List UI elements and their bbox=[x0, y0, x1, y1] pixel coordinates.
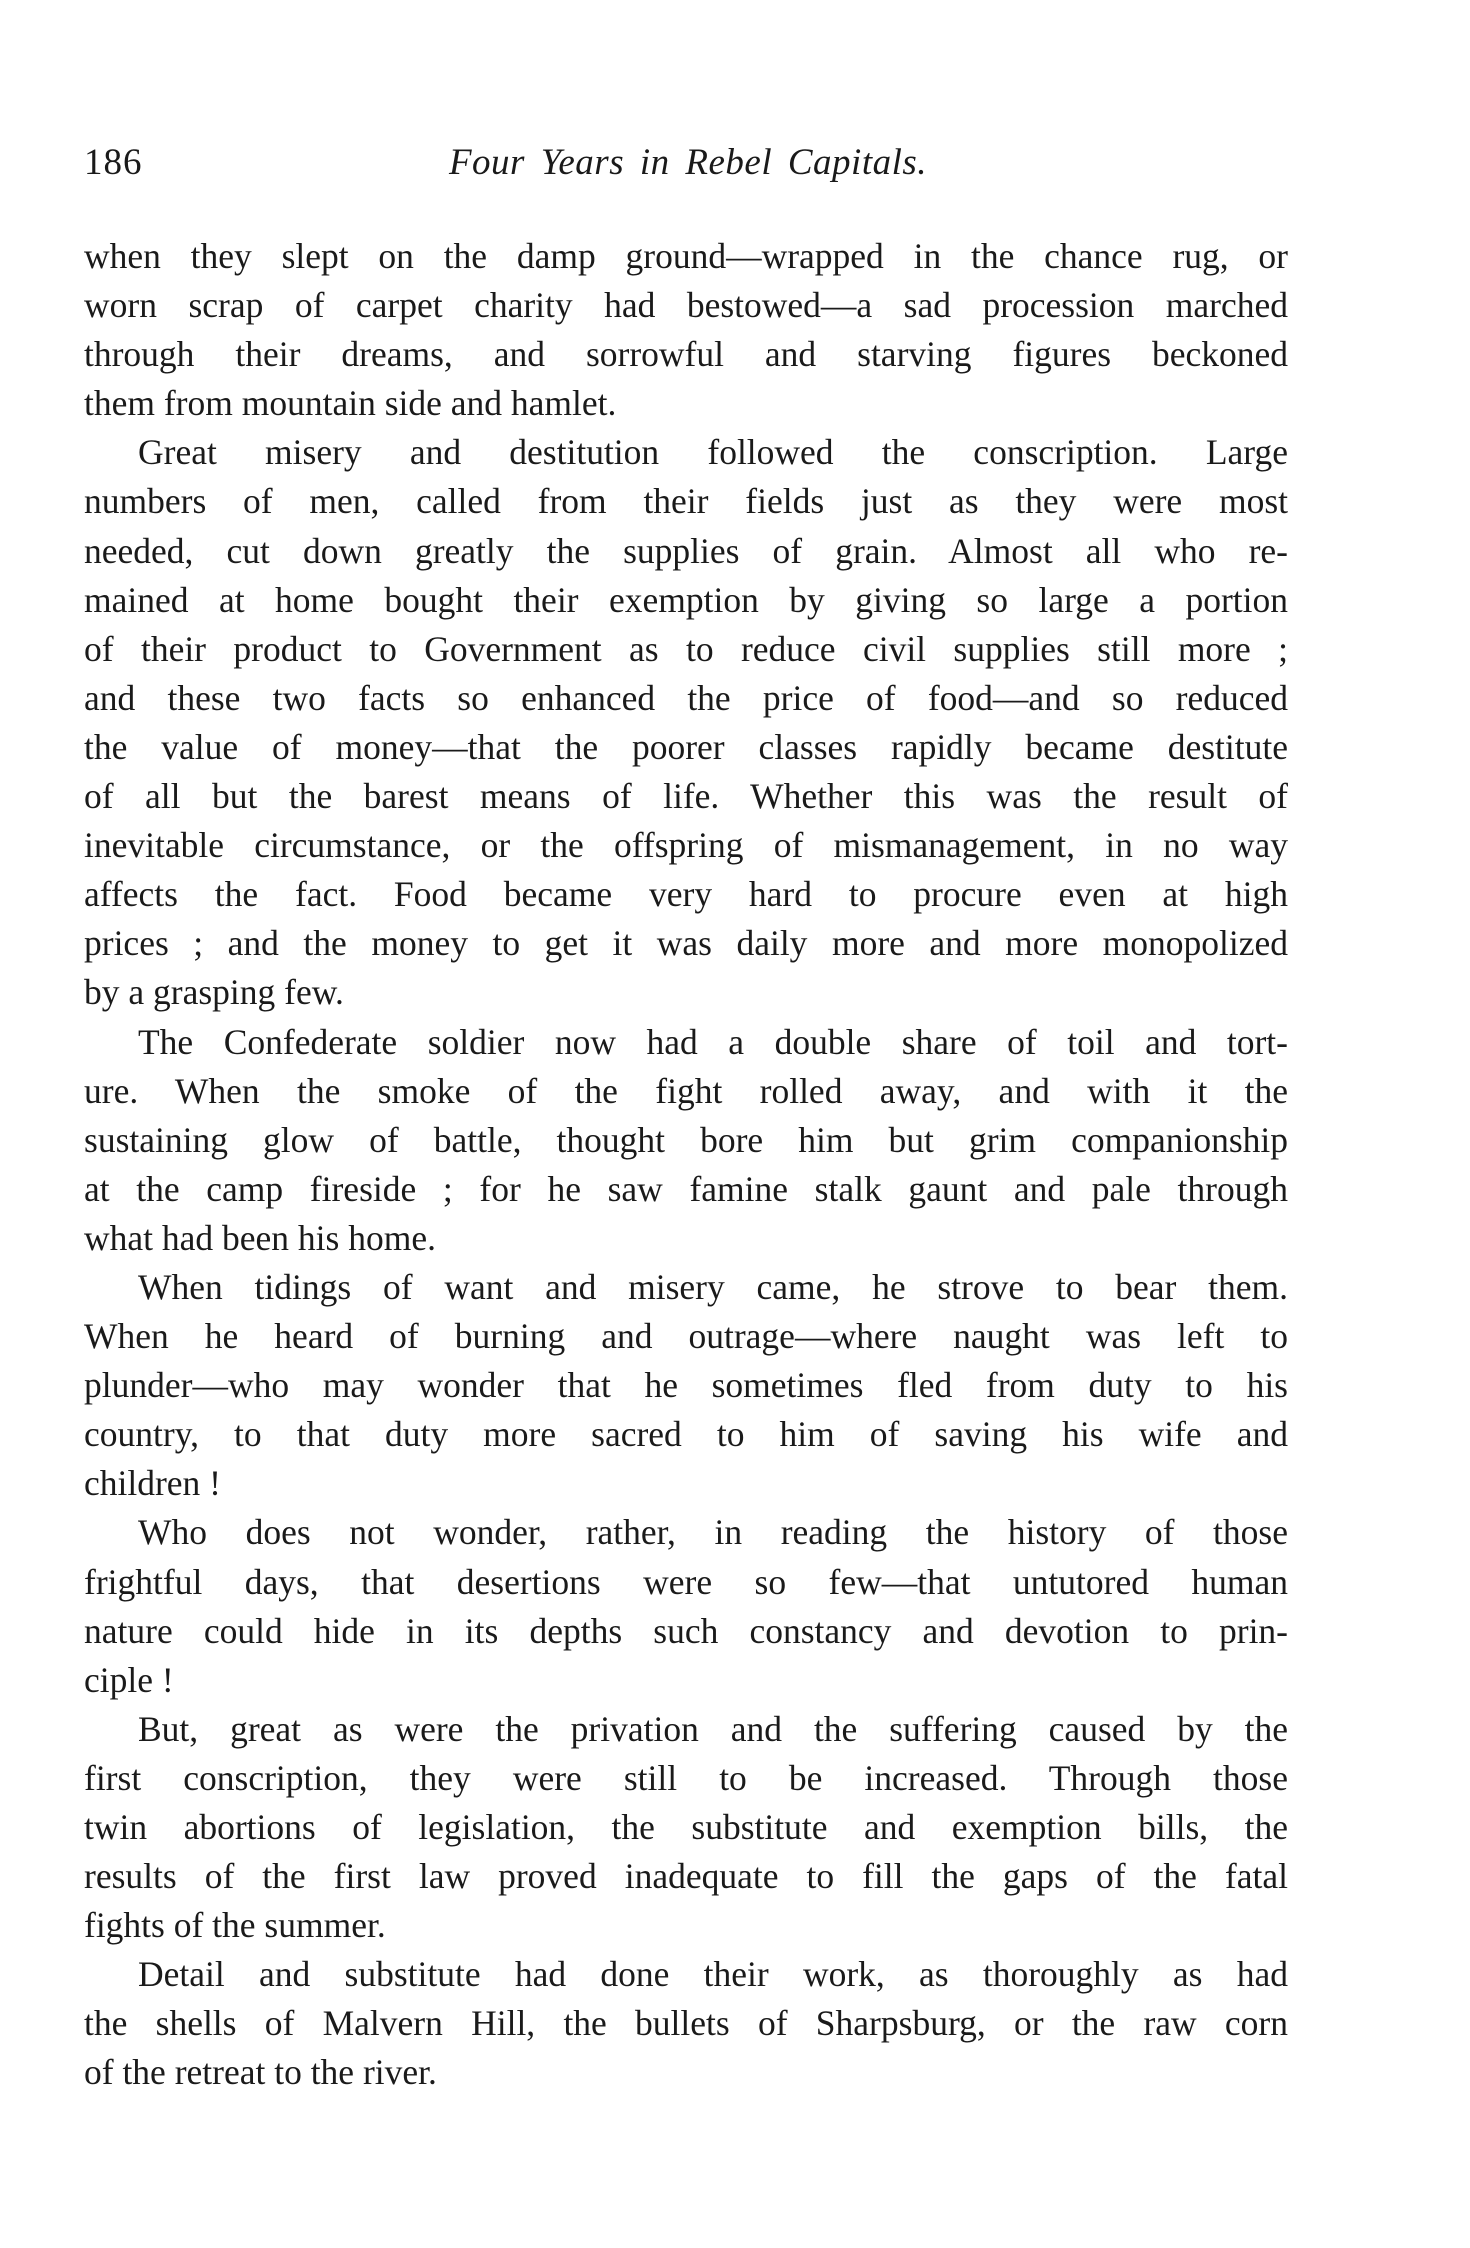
paragraph bbox=[84, 232, 1288, 428]
text-line: by a grasping few. bbox=[84, 972, 344, 1013]
text-line: the shells of Malvern Hill, the bullets of Sharpsburg, or the raw corn bbox=[84, 2003, 1288, 2044]
paragraph bbox=[84, 1263, 1288, 1508]
text-line: when they slept on the damp ground—wrapped in the chance rug, or bbox=[84, 236, 1288, 276]
text-line: of their product to Government as to reduce civil supplies still more ; bbox=[84, 628, 1288, 669]
text-line: mained at home bought their exemption by giving so large a portion bbox=[84, 579, 1288, 620]
text-line: inevitable circumstance, or the offspring of mismanagement, in no way bbox=[84, 825, 1288, 866]
paragraph bbox=[84, 428, 1288, 1017]
text-line: through their dreams, and sorrowful and starving figures beckoned bbox=[84, 334, 1288, 375]
text-line: Detail and substitute had done their work, as thoroughly as had bbox=[138, 1954, 1288, 1995]
text-line: sustaining glow of battle, thought bore him but grim companionship bbox=[84, 1119, 1288, 1160]
text-line: But, great as were the privation and the suffering caused by the bbox=[138, 1708, 1288, 1749]
paragraph bbox=[84, 1705, 1288, 1950]
text-line: prices ; and the money to get it was daily more and more monopolized bbox=[84, 923, 1288, 964]
text-line: results of the first law proved inadequate to fill the gaps of the fatal bbox=[84, 1856, 1288, 1897]
text-line: nature could hide in its depths such constancy and devotion to prin- bbox=[84, 1610, 1288, 1651]
page-number: 186 bbox=[84, 142, 143, 183]
text-line: needed, cut down greatly the supplies of grain. Almost all who re- bbox=[84, 530, 1288, 571]
body-text bbox=[84, 232, 1288, 2098]
text-line: affects the fact. Food became very hard to procure even at high bbox=[84, 874, 1288, 915]
text-line: plunder—who may wonder that he sometimes fled from duty to his bbox=[84, 1365, 1288, 1406]
text-line: what had been his home. bbox=[84, 1217, 436, 1258]
text-line: and these two facts so enhanced the price of food—and so reduced bbox=[84, 677, 1288, 718]
text-line: worn scrap of carpet charity had bestowed—a sad procession marched bbox=[84, 285, 1288, 326]
text-line: ure. When the smoke of the fight rolled away, and with it the bbox=[84, 1070, 1288, 1111]
text-line: them from mountain side and hamlet. bbox=[84, 383, 617, 424]
text-line: first conscription, they were still to be increased. Through those bbox=[84, 1757, 1288, 1798]
text-line: numbers of men, called from their fields just as they were most bbox=[84, 481, 1288, 522]
text-line: country, to that duty more sacred to him of saving his wife and bbox=[84, 1414, 1288, 1455]
paragraph bbox=[84, 1950, 1288, 2097]
text-line: children ! bbox=[84, 1463, 222, 1504]
text-line: frightful days, that desertions were so few—that untutored human bbox=[84, 1561, 1288, 1602]
text-line: ciple ! bbox=[84, 1659, 174, 1700]
running-head bbox=[84, 138, 1292, 188]
text-line: The Confederate soldier now had a double share of toil and tort- bbox=[138, 1021, 1288, 1062]
text-line: Who does not wonder, rather, in reading the history of those bbox=[138, 1512, 1288, 1553]
text-line: Great misery and destitution followed the conscription. Large bbox=[138, 432, 1288, 473]
running-title: Four Years in Rebel Capitals. bbox=[448, 142, 928, 183]
text-line: When tidings of want and misery came, he strove to bear them. bbox=[138, 1266, 1288, 1307]
paragraph bbox=[84, 1508, 1288, 1704]
paragraph bbox=[84, 1018, 1288, 1263]
text-line: fights of the summer. bbox=[84, 1905, 386, 1946]
text-line: of the retreat to the river. bbox=[84, 2052, 437, 2093]
text-line: When he heard of burning and outrage—where naught was left to bbox=[84, 1316, 1288, 1357]
text-line: the value of money—that the poorer classes rapidly became destitute bbox=[84, 726, 1288, 767]
text-line: twin abortions of legislation, the substitute and exemption bills, the bbox=[84, 1807, 1288, 1847]
text-line: of all but the barest means of life. Whether this was the result of bbox=[84, 776, 1288, 817]
text-line: at the camp fireside ; for he saw famine stalk gaunt and pale through bbox=[84, 1168, 1288, 1209]
